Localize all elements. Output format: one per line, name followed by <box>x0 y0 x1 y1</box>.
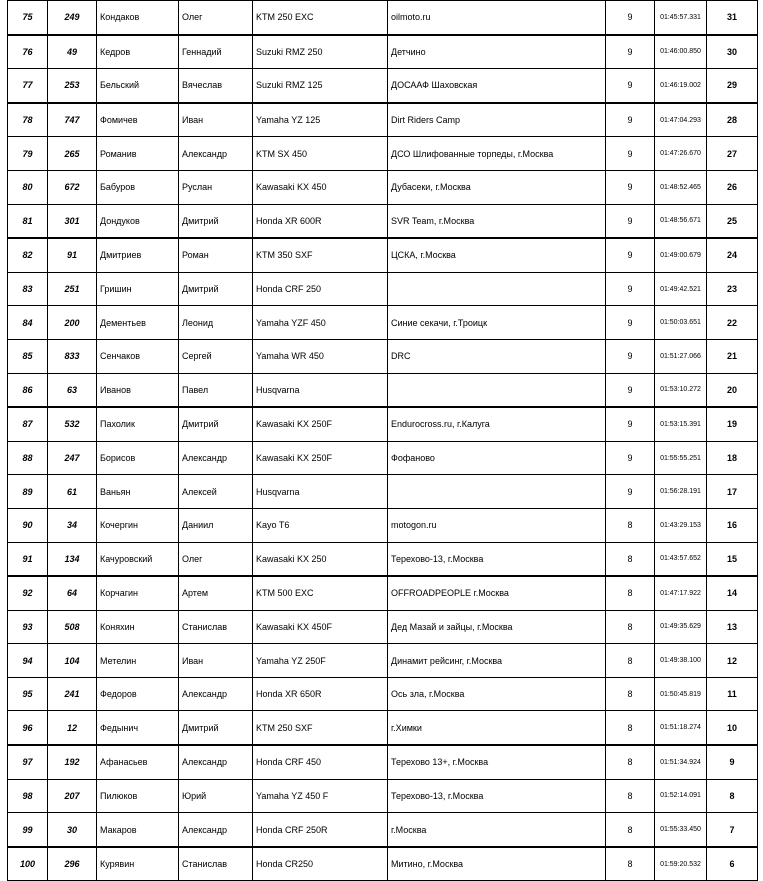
laps-cell: 8 <box>606 576 655 610</box>
first-name-cell: Сергей <box>179 339 253 373</box>
rider-number-cell: 61 <box>48 475 97 509</box>
time-cell: 01:47:04.293 <box>655 103 707 137</box>
surname-cell: Федоров <box>97 677 179 711</box>
laps-cell: 8 <box>606 745 655 779</box>
place-cell: 86 <box>8 373 48 407</box>
rider-number-cell: 508 <box>48 610 97 644</box>
team-cell: Динамит рейсинг, г.Москва <box>388 644 606 678</box>
first-name-cell: Александр <box>179 137 253 171</box>
laps-cell: 8 <box>606 813 655 847</box>
surname-cell: Сенчаков <box>97 339 179 373</box>
surname-cell: Пилюков <box>97 779 179 813</box>
time-cell: 01:46:00.850 <box>655 35 707 69</box>
points-cell: 31 <box>707 1 758 35</box>
surname-cell: Гришин <box>97 272 179 306</box>
table-row <box>8 137 758 171</box>
laps-cell: 9 <box>606 103 655 137</box>
motorcycle-cell: Honda XR 650R <box>253 677 388 711</box>
points-cell: 18 <box>707 441 758 475</box>
table-row <box>8 272 758 306</box>
place-cell: 96 <box>8 711 48 745</box>
table-row <box>8 644 758 678</box>
team-cell: motogon.ru <box>388 508 606 542</box>
place-cell: 82 <box>8 238 48 272</box>
time-cell: 01:49:00.679 <box>655 238 707 272</box>
rider-number-cell: 265 <box>48 137 97 171</box>
surname-cell: Макаров <box>97 813 179 847</box>
time-cell: 01:48:52.465 <box>655 170 707 204</box>
rider-number-cell: 301 <box>48 204 97 238</box>
laps-cell: 9 <box>606 1 655 35</box>
place-cell: 79 <box>8 137 48 171</box>
motorcycle-cell: Kawasaki KX 250F <box>253 407 388 441</box>
team-cell: Детчино <box>388 35 606 69</box>
points-cell: 25 <box>707 204 758 238</box>
surname-cell: Коняхин <box>97 610 179 644</box>
results-body <box>8 1 758 881</box>
first-name-cell: Александр <box>179 677 253 711</box>
first-name-cell: Дмитрий <box>179 272 253 306</box>
place-cell: 89 <box>8 475 48 509</box>
rider-number-cell: 747 <box>48 103 97 137</box>
points-cell: 14 <box>707 576 758 610</box>
laps-cell: 8 <box>606 711 655 745</box>
rider-number-cell: 192 <box>48 745 97 779</box>
rider-number-cell: 251 <box>48 272 97 306</box>
time-cell: 01:56:28.191 <box>655 475 707 509</box>
table-row <box>8 373 758 407</box>
team-cell: Dirt Riders Camp <box>388 103 606 137</box>
table-row <box>8 779 758 813</box>
first-name-cell: Александр <box>179 745 253 779</box>
place-cell: 76 <box>8 35 48 69</box>
laps-cell: 9 <box>606 204 655 238</box>
motorcycle-cell: Kawasaki KX 250F <box>253 441 388 475</box>
motorcycle-cell: Suzuki RMZ 250 <box>253 35 388 69</box>
motorcycle-cell: Honda CRF 250R <box>253 813 388 847</box>
points-cell: 26 <box>707 170 758 204</box>
place-cell: 94 <box>8 644 48 678</box>
time-cell: 01:51:18.274 <box>655 711 707 745</box>
motorcycle-cell: KTM 350 SXF <box>253 238 388 272</box>
place-cell: 98 <box>8 779 48 813</box>
table-row <box>8 339 758 373</box>
motorcycle-cell: Yamaha YZ 450 F <box>253 779 388 813</box>
team-cell: Дубасеки, г.Москва <box>388 170 606 204</box>
points-cell: 7 <box>707 813 758 847</box>
place-cell: 95 <box>8 677 48 711</box>
place-cell: 85 <box>8 339 48 373</box>
points-cell: 20 <box>707 373 758 407</box>
first-name-cell: Руслан <box>179 170 253 204</box>
laps-cell: 8 <box>606 542 655 576</box>
surname-cell: Федынич <box>97 711 179 745</box>
motorcycle-cell: KTM 500 EXC <box>253 576 388 610</box>
time-cell: 01:50:03.651 <box>655 306 707 340</box>
surname-cell: Курявин <box>97 847 179 881</box>
time-cell: 01:43:29.153 <box>655 508 707 542</box>
team-cell: ДСО Шлифованные торпеды, г.Москва <box>388 137 606 171</box>
rider-number-cell: 134 <box>48 542 97 576</box>
laps-cell: 8 <box>606 677 655 711</box>
table-row <box>8 745 758 779</box>
surname-cell: Афанасьев <box>97 745 179 779</box>
time-cell: 01:47:26.670 <box>655 137 707 171</box>
first-name-cell: Иван <box>179 103 253 137</box>
first-name-cell: Дмитрий <box>179 407 253 441</box>
place-cell: 75 <box>8 1 48 35</box>
rider-number-cell: 12 <box>48 711 97 745</box>
surname-cell: Кедров <box>97 35 179 69</box>
table-row <box>8 1 758 35</box>
rider-number-cell: 249 <box>48 1 97 35</box>
table-row <box>8 238 758 272</box>
team-cell: Терехово-13, г.Москва <box>388 779 606 813</box>
surname-cell: Иванов <box>97 373 179 407</box>
first-name-cell: Олег <box>179 1 253 35</box>
place-cell: 91 <box>8 542 48 576</box>
motorcycle-cell: Honda CR250 <box>253 847 388 881</box>
surname-cell: Дмитриев <box>97 238 179 272</box>
place-cell: 84 <box>8 306 48 340</box>
team-cell: Синие секачи, г.Троицк <box>388 306 606 340</box>
laps-cell: 9 <box>606 35 655 69</box>
surname-cell: Кочергин <box>97 508 179 542</box>
time-cell: 01:46:19.002 <box>655 69 707 103</box>
table-row <box>8 407 758 441</box>
surname-cell: Кондаков <box>97 1 179 35</box>
first-name-cell: Олег <box>179 542 253 576</box>
place-cell: 100 <box>8 847 48 881</box>
first-name-cell: Леонид <box>179 306 253 340</box>
team-cell: г.Химки <box>388 711 606 745</box>
points-cell: 13 <box>707 610 758 644</box>
laps-cell: 9 <box>606 407 655 441</box>
time-cell: 01:52:14.091 <box>655 779 707 813</box>
motorcycle-cell: Kawasaki KX 450 <box>253 170 388 204</box>
first-name-cell: Геннадий <box>179 35 253 69</box>
laps-cell: 8 <box>606 644 655 678</box>
table-row <box>8 441 758 475</box>
first-name-cell: Дмитрий <box>179 711 253 745</box>
time-cell: 01:55:33.450 <box>655 813 707 847</box>
points-cell: 6 <box>707 847 758 881</box>
place-cell: 78 <box>8 103 48 137</box>
rider-number-cell: 64 <box>48 576 97 610</box>
time-cell: 01:51:27.066 <box>655 339 707 373</box>
motorcycle-cell: Kawasaki KX 450F <box>253 610 388 644</box>
first-name-cell: Павел <box>179 373 253 407</box>
table-row <box>8 204 758 238</box>
team-cell: Ось зла, г.Москва <box>388 677 606 711</box>
motorcycle-cell: KTM 250 EXC <box>253 1 388 35</box>
place-cell: 88 <box>8 441 48 475</box>
surname-cell: Метелин <box>97 644 179 678</box>
rider-number-cell: 672 <box>48 170 97 204</box>
rider-number-cell: 91 <box>48 238 97 272</box>
surname-cell: Корчагин <box>97 576 179 610</box>
points-cell: 9 <box>707 745 758 779</box>
team-cell: Дед Мазай и зайцы, г.Москва <box>388 610 606 644</box>
place-cell: 80 <box>8 170 48 204</box>
motorcycle-cell: Husqvarna <box>253 475 388 509</box>
team-cell: OFFROADPEOPLE г.Москва <box>388 576 606 610</box>
first-name-cell: Артем <box>179 576 253 610</box>
place-cell: 99 <box>8 813 48 847</box>
table-row <box>8 475 758 509</box>
motorcycle-cell: Yamaha YZ 125 <box>253 103 388 137</box>
team-cell <box>388 475 606 509</box>
table-row <box>8 508 758 542</box>
team-cell: ДОСААФ Шаховская <box>388 69 606 103</box>
laps-cell: 8 <box>606 508 655 542</box>
laps-cell: 9 <box>606 272 655 306</box>
team-cell: ЦСКА, г.Москва <box>388 238 606 272</box>
motorcycle-cell: Suzuki RMZ 125 <box>253 69 388 103</box>
table-row <box>8 677 758 711</box>
laps-cell: 9 <box>606 373 655 407</box>
table-row <box>8 170 758 204</box>
rider-number-cell: 34 <box>48 508 97 542</box>
table-row <box>8 306 758 340</box>
first-name-cell: Иван <box>179 644 253 678</box>
surname-cell: Романив <box>97 137 179 171</box>
motorcycle-cell: Honda XR 600R <box>253 204 388 238</box>
team-cell: Endurocross.ru, г.Калуга <box>388 407 606 441</box>
laps-cell: 8 <box>606 779 655 813</box>
table-row <box>8 69 758 103</box>
results-table <box>7 0 758 881</box>
motorcycle-cell: KTM SX 450 <box>253 137 388 171</box>
table-row <box>8 576 758 610</box>
time-cell: 01:55:55.251 <box>655 441 707 475</box>
rider-number-cell: 49 <box>48 35 97 69</box>
surname-cell: Пахолик <box>97 407 179 441</box>
time-cell: 01:48:56.671 <box>655 204 707 238</box>
points-cell: 30 <box>707 35 758 69</box>
motorcycle-cell: Honda CRF 450 <box>253 745 388 779</box>
first-name-cell: Алексей <box>179 475 253 509</box>
points-cell: 24 <box>707 238 758 272</box>
rider-number-cell: 200 <box>48 306 97 340</box>
laps-cell: 9 <box>606 475 655 509</box>
time-cell: 01:49:42.521 <box>655 272 707 306</box>
place-cell: 92 <box>8 576 48 610</box>
table-row <box>8 542 758 576</box>
time-cell: 01:49:38.100 <box>655 644 707 678</box>
laps-cell: 9 <box>606 339 655 373</box>
place-cell: 97 <box>8 745 48 779</box>
rider-number-cell: 532 <box>48 407 97 441</box>
surname-cell: Качуровский <box>97 542 179 576</box>
surname-cell: Борисов <box>97 441 179 475</box>
team-cell <box>388 272 606 306</box>
place-cell: 87 <box>8 407 48 441</box>
table-row <box>8 813 758 847</box>
first-name-cell: Александр <box>179 441 253 475</box>
team-cell: Фофаново <box>388 441 606 475</box>
table-row <box>8 711 758 745</box>
motorcycle-cell: Honda CRF 250 <box>253 272 388 306</box>
team-cell: г.Москва <box>388 813 606 847</box>
points-cell: 10 <box>707 711 758 745</box>
surname-cell: Ваньян <box>97 475 179 509</box>
table-row <box>8 103 758 137</box>
time-cell: 01:50:45.819 <box>655 677 707 711</box>
points-cell: 28 <box>707 103 758 137</box>
team-cell: oilmoto.ru <box>388 1 606 35</box>
laps-cell: 9 <box>606 69 655 103</box>
first-name-cell: Дмитрий <box>179 204 253 238</box>
time-cell: 01:49:35.629 <box>655 610 707 644</box>
motorcycle-cell: Kawasaki KX 250 <box>253 542 388 576</box>
time-cell: 01:53:15.391 <box>655 407 707 441</box>
team-cell: Терехово-13, г.Москва <box>388 542 606 576</box>
rider-number-cell: 30 <box>48 813 97 847</box>
rider-number-cell: 296 <box>48 847 97 881</box>
points-cell: 19 <box>707 407 758 441</box>
rider-number-cell: 253 <box>48 69 97 103</box>
points-cell: 27 <box>707 137 758 171</box>
rider-number-cell: 104 <box>48 644 97 678</box>
first-name-cell: Даниил <box>179 508 253 542</box>
first-name-cell: Юрий <box>179 779 253 813</box>
motorcycle-cell: Kayo T6 <box>253 508 388 542</box>
surname-cell: Бабуров <box>97 170 179 204</box>
points-cell: 23 <box>707 272 758 306</box>
team-cell: Митино, г.Москва <box>388 847 606 881</box>
time-cell: 01:59:20.532 <box>655 847 707 881</box>
laps-cell: 9 <box>606 306 655 340</box>
points-cell: 11 <box>707 677 758 711</box>
points-cell: 22 <box>707 306 758 340</box>
points-cell: 16 <box>707 508 758 542</box>
motorcycle-cell: Yamaha YZF 450 <box>253 306 388 340</box>
surname-cell: Дементьев <box>97 306 179 340</box>
team-cell: DRC <box>388 339 606 373</box>
rider-number-cell: 207 <box>48 779 97 813</box>
surname-cell: Дондуков <box>97 204 179 238</box>
laps-cell: 9 <box>606 170 655 204</box>
team-cell <box>388 373 606 407</box>
rider-number-cell: 63 <box>48 373 97 407</box>
table-row <box>8 35 758 69</box>
time-cell: 01:43:57.652 <box>655 542 707 576</box>
time-cell: 01:47:17.922 <box>655 576 707 610</box>
laps-cell: 8 <box>606 847 655 881</box>
table-row <box>8 610 758 644</box>
rider-number-cell: 247 <box>48 441 97 475</box>
points-cell: 15 <box>707 542 758 576</box>
rider-number-cell: 833 <box>48 339 97 373</box>
motorcycle-cell: Yamaha YZ 250F <box>253 644 388 678</box>
team-cell: SVR Team, г.Москва <box>388 204 606 238</box>
motorcycle-cell: Yamaha WR 450 <box>253 339 388 373</box>
laps-cell: 9 <box>606 441 655 475</box>
first-name-cell: Станислав <box>179 610 253 644</box>
laps-cell: 9 <box>606 238 655 272</box>
first-name-cell: Вячеслав <box>179 69 253 103</box>
place-cell: 90 <box>8 508 48 542</box>
first-name-cell: Станислав <box>179 847 253 881</box>
place-cell: 77 <box>8 69 48 103</box>
time-cell: 01:45:57.331 <box>655 1 707 35</box>
rider-number-cell: 241 <box>48 677 97 711</box>
team-cell: Терехово 13+, г.Москва <box>388 745 606 779</box>
place-cell: 81 <box>8 204 48 238</box>
points-cell: 12 <box>707 644 758 678</box>
motorcycle-cell: Husqvarna <box>253 373 388 407</box>
points-cell: 17 <box>707 475 758 509</box>
time-cell: 01:51:34.924 <box>655 745 707 779</box>
points-cell: 21 <box>707 339 758 373</box>
table-row <box>8 847 758 881</box>
surname-cell: Бельский <box>97 69 179 103</box>
place-cell: 93 <box>8 610 48 644</box>
place-cell: 83 <box>8 272 48 306</box>
motorcycle-cell: KTM 250 SXF <box>253 711 388 745</box>
surname-cell: Фомичев <box>97 103 179 137</box>
laps-cell: 9 <box>606 137 655 171</box>
time-cell: 01:53:10.272 <box>655 373 707 407</box>
first-name-cell: Александр <box>179 813 253 847</box>
points-cell: 29 <box>707 69 758 103</box>
laps-cell: 8 <box>606 610 655 644</box>
first-name-cell: Роман <box>179 238 253 272</box>
points-cell: 8 <box>707 779 758 813</box>
